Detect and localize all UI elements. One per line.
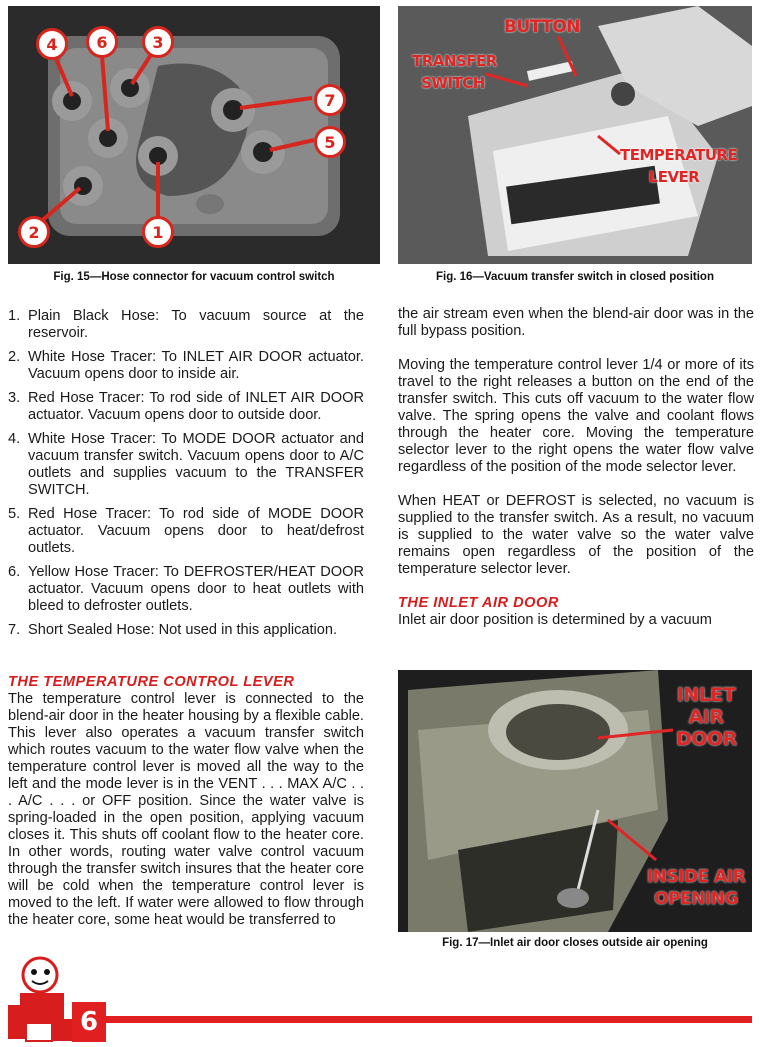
list-item: 3. Red Hose Tracer: To rod side of INLET AIR DOOR actuator. Vacuum opens door to outside door. — [8, 390, 364, 423]
callout-5: 5 — [314, 126, 346, 158]
list-item: 7. Short Sealed Hose: Not used in this application. — [8, 622, 338, 638]
list-item: 5. Red Hose Tracer: To rod side of MODE DOOR actuator. Vacuum opens door to heat/defrost outlets. — [8, 506, 364, 556]
fig16-photo — [398, 6, 752, 264]
right-text-column — [398, 306, 754, 646]
label-inlet-air-door: INLET AIR DOOR — [676, 684, 737, 750]
page-number: 6 — [79, 1007, 99, 1037]
temperature-body: The temperature control lever is connected to the blend-air door in the heater housing by a flexible cable. This lever also operates a vacuum transfer switch which routes vacuum to the water flow valve when the temperature control lever is moved all the way to the left and the mode lever is in the VENT . . . MAX A/C . . . A/C . . . or OFF position. Since the water valve is spring-loaded in the open position, applying vacuum closes it. This shuts off coolant flow to the heater core. In other words, routing water valve control vacuum through the transfer switch insures that the heater core will be cold when the temperature control lever is moved to the left. If water were allowed to flow through the heater core, some heat would be transferred to — [8, 691, 364, 928]
footer-rule — [106, 1016, 752, 1023]
fig17-photo — [398, 670, 752, 932]
callout-7: 7 — [314, 84, 346, 116]
paragraph-transfer-button: Moving the temperature control lever 1/4 or more of its travel to the right releases a button on the end of the transfer switch. This cuts off vacuum to the water flow valve. The spring opens the valve and coolant flows through the heater core. Moving the temperature selector lever to the right opens the water flow valve regardless of the position of the mode selector lever. — [398, 357, 754, 475]
callout-6: 6 — [86, 26, 118, 58]
callout-3: 3 — [142, 26, 174, 58]
paragraph-bypass: the air stream even when the blend-air door was in the full bypass position. — [398, 306, 754, 339]
paragraph-heat-defrost: When HEAT or DEFROST is selected, no vacuum is supplied to the transfer switch. As a result, no vacuum is supplied to the water valve so the water valve remains open regardless of the position of the temperature selector lever. — [398, 493, 754, 577]
list-item: 4. White Hose Tracer: To MODE DOOR actuator and vacuum transfer switch. Vacuum opens door to A/C outlets and supplies vacuum to the TRANSFER SWITCH. — [8, 431, 364, 498]
label-button: BUTTON — [503, 17, 581, 37]
list-item: 6. Yellow Hose Tracer: To DEFROSTER/HEAT DOOR actuator. Vacuum opens door to heat outlets with bleed to defroster outlets. — [8, 564, 364, 614]
temperature-section — [8, 674, 364, 946]
label-inside-air-opening: INSIDE AIR OPENING — [646, 867, 746, 909]
label-temperature-lever: TEMPERATURE LEVER — [620, 146, 738, 186]
temperature-heading: THE TEMPERATURE CONTROL LEVER — [8, 674, 295, 690]
label-transfer-switch: TRANSFER SWITCH — [412, 52, 497, 92]
list-item: 1. Plain Black Hose: To vacuum source at the reservoir. — [8, 308, 364, 341]
hose-list-column — [8, 308, 364, 646]
callout-4: 4 — [36, 28, 68, 60]
inlet-body: Inlet air door position is determined by a vacuum — [398, 612, 712, 628]
list-item: 2. White Hose Tracer: To INLET AIR DOOR actuator. Vacuum opens door to inside air. — [8, 349, 364, 382]
fig17-caption: Fig. 17—Inlet air door closes outside air opening — [442, 937, 708, 949]
hose-list — [8, 308, 364, 639]
fig16-caption: Fig. 16—Vacuum transfer switch in closed position — [436, 271, 714, 283]
transfer-switch-illustration — [398, 6, 752, 264]
inlet-heading: THE INLET AIR DOOR — [398, 595, 559, 611]
fig15-caption: Fig. 15—Hose connector for vacuum control switch — [53, 271, 335, 283]
callout-2: 2 — [18, 216, 50, 248]
page-number-box — [72, 1002, 106, 1042]
callout-1: 1 — [142, 216, 174, 248]
fig15-photo — [8, 6, 380, 264]
